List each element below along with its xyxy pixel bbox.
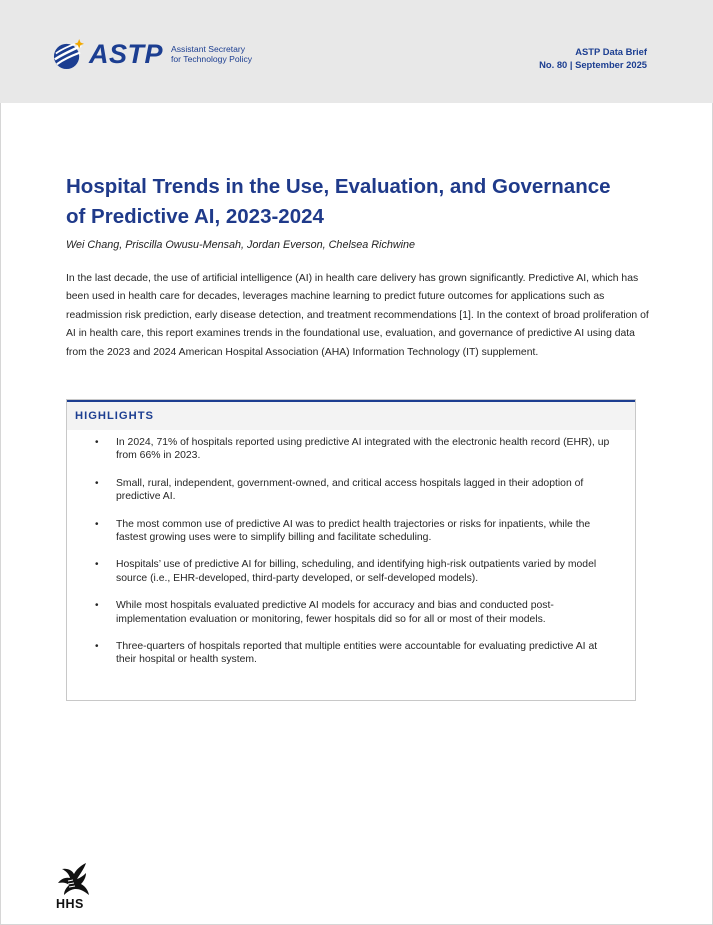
- highlight-text: Small, rural, independent, government-owned, and critical access hospitals lagged in their adoption of predictive AI.: [116, 477, 584, 503]
- logo-subtitle-line2: for Technology Policy: [171, 54, 253, 64]
- bullet-icon: •: [95, 518, 99, 530]
- brief-info: [539, 45, 647, 71]
- hhs-wordmark: HHS: [56, 897, 84, 911]
- intro-paragraph: In the last decade, the use of artificial intelligence (AI) in health care delivery has grown significantly. Predictive AI, which has been used in health care for decades, leverages machine learning to predict future outcomes for applications such as readmission risk prediction, early disease detection, and treatment recommendations [1]. In the context of broad proliferation of AI in health care, this report examines trends in the foundational use, evaluation, and governance of predictive AI using data from the 2023 and 2024 American Hospital Association (AHA) Information Technology (IT) supplement.: [66, 273, 649, 358]
- highlights-box: [66, 399, 636, 701]
- logo-wordmark: ASTP: [89, 38, 164, 69]
- brief-number-date: No. 80 | September 2025: [539, 59, 647, 70]
- brief-series: ASTP Data Brief: [575, 46, 647, 57]
- hhs-logo: [56, 861, 96, 911]
- astp-globe-icon: [52, 38, 85, 71]
- highlights-title: HIGHLIGHTS: [75, 410, 154, 422]
- highlight-item: [67, 640, 635, 667]
- highlights-header: [67, 400, 635, 430]
- highlight-item: [67, 518, 635, 545]
- highlight-item: [67, 436, 635, 463]
- document-title: Hospital Trends in the Use, Evaluation, and Governance of Predictive AI, 2023-2024: [66, 175, 611, 228]
- document-header: [0, 0, 713, 103]
- bullet-icon: •: [95, 641, 99, 653]
- highlight-text: The most common use of predictive AI was to predict health trajectories or risks for inpatients, while the fastest growing uses were to simplify billing and facilitate scheduling.: [116, 518, 591, 544]
- bullet-icon: •: [95, 559, 99, 571]
- highlight-text: While most hospitals evaluated predictive AI models for accuracy and bias and conducted post-implementation evaluation or monitoring, fewer hospitals did so for all or most of their models.: [116, 600, 554, 625]
- highlight-item: [67, 477, 635, 504]
- bullet-icon: •: [95, 477, 99, 489]
- highlight-item: [67, 558, 635, 585]
- logo-subtitle: [171, 44, 252, 64]
- highlight-text: Hospitals’ use of predictive AI for billing, scheduling, and identifying high-risk outpatients varied by model source (i.e., EHR-developed, third-party developed, or self-developed models).: [116, 559, 597, 584]
- highlight-text: In 2024, 71% of hospitals reported using predictive AI integrated with the electronic health record (EHR), up from 66% in 2023.: [116, 437, 610, 462]
- highlight-item: [67, 599, 635, 626]
- highlights-list: [67, 430, 635, 667]
- astp-logo: [52, 36, 252, 72]
- bullet-icon: •: [95, 437, 99, 448]
- highlight-text: Three-quarters of hospitals reported that multiple entities were accountable for evaluating predictive AI at their hospital or health system.: [116, 641, 598, 666]
- authors: Wei Chang, Priscilla Owusu-Mensah, Jordan Everson, Chelsea Richwine: [66, 239, 416, 251]
- bullet-icon: •: [95, 600, 99, 612]
- logo-subtitle-line1: Assistant Secretary: [171, 44, 246, 54]
- hhs-eagle-icon: [56, 861, 92, 897]
